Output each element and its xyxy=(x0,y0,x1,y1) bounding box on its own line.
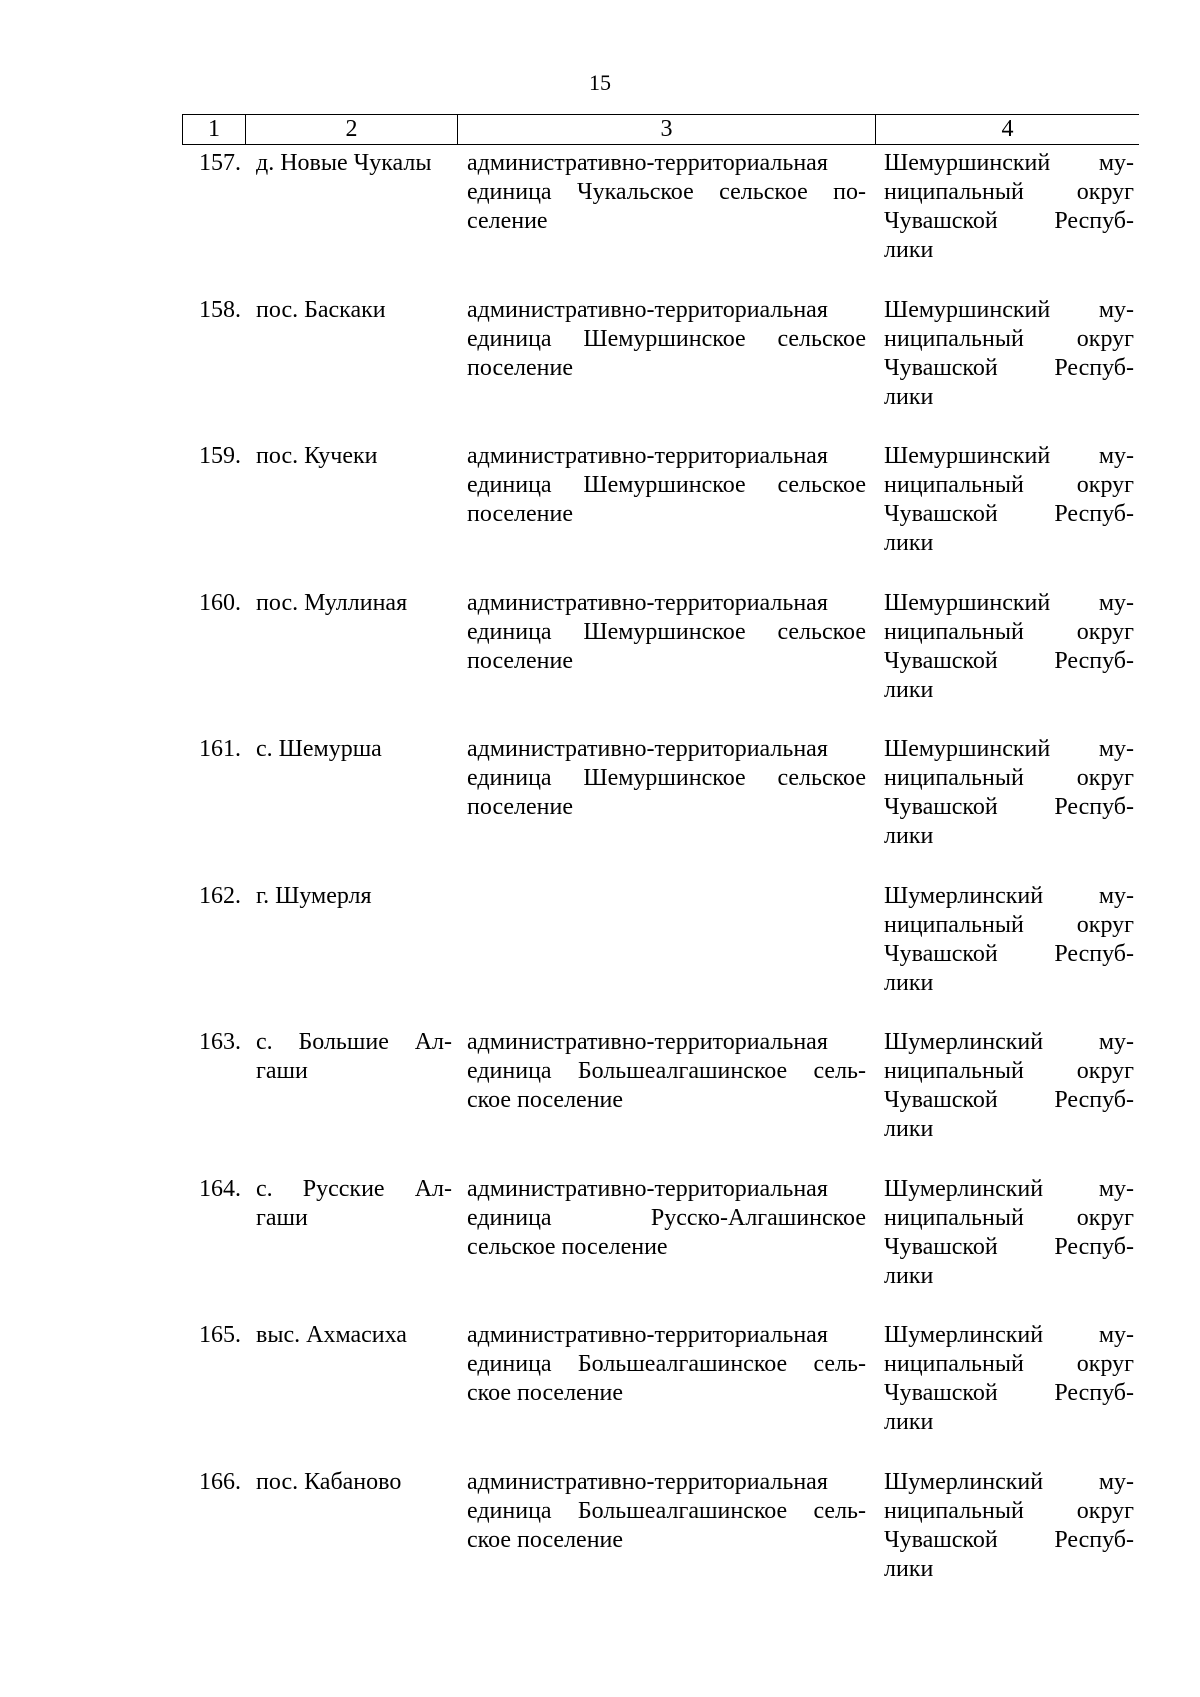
row-number: 161. xyxy=(199,736,241,762)
municipal-district xyxy=(884,296,1134,412)
municipal-district-line: лики xyxy=(884,1263,934,1289)
municipal-district-line: лики xyxy=(884,1116,934,1142)
row-number: 160. xyxy=(199,590,241,616)
admin-unit-line: ское поселение xyxy=(467,1527,624,1553)
municipal-district-line: Шумерлинский му- xyxy=(884,1322,1134,1348)
admin-unit xyxy=(467,1175,866,1262)
municipal-district-line: Чувашской Респуб- xyxy=(884,1234,1134,1260)
admin-unit-line: единица Большеалгашинское сель- xyxy=(467,1351,866,1377)
municipal-district xyxy=(884,442,1134,558)
municipal-district-line: ниципальный округ xyxy=(884,179,1134,205)
settlement-name-line: гаши xyxy=(256,1058,308,1084)
admin-unit xyxy=(467,1321,866,1408)
admin-unit-line: единица Чукальское сельское по- xyxy=(467,179,866,205)
settlement-name-line: с. Русские Ал- xyxy=(256,1176,452,1202)
row-number: 162. xyxy=(199,883,241,909)
settlement-name-line: д. Новые Чукалы xyxy=(256,150,432,176)
municipal-district-line: лики xyxy=(884,237,934,263)
admin-unit-line: единица Шемуршинское сельское xyxy=(467,765,866,791)
row-number: 159. xyxy=(199,443,241,469)
page-number: 15 xyxy=(589,70,611,95)
municipal-district-line: ниципальный округ xyxy=(884,619,1134,645)
admin-unit-line: единица Русско-Алгашинское xyxy=(467,1205,866,1231)
row-number: 157. xyxy=(199,150,241,176)
municipal-district-line: Шемуршинский му- xyxy=(884,150,1134,176)
admin-unit xyxy=(467,442,866,529)
municipal-district xyxy=(884,149,1134,265)
settlement-name xyxy=(256,1175,452,1233)
column-header-3: 3 xyxy=(458,115,876,144)
settlement-name-line: пос. Кабаново xyxy=(256,1469,402,1495)
admin-unit-line: селение xyxy=(467,208,548,234)
municipal-district-line: Шемуршинский му- xyxy=(884,590,1134,616)
settlement-name xyxy=(256,735,452,764)
municipal-district-line: Чувашской Респуб- xyxy=(884,794,1134,820)
municipal-district xyxy=(884,1175,1134,1291)
municipal-district-line: ниципальный округ xyxy=(884,1498,1134,1524)
admin-unit xyxy=(467,589,866,676)
municipal-district-line: Шумерлинский му- xyxy=(884,883,1134,909)
municipal-district-line: Шумерлинский му- xyxy=(884,1029,1134,1055)
admin-unit-line: единица Большеалгашинское сель- xyxy=(467,1498,866,1524)
municipal-district-line: Шумерлинский му- xyxy=(884,1176,1134,1202)
admin-unit-line: ское поселение xyxy=(467,1087,624,1113)
admin-unit xyxy=(467,296,866,383)
municipal-district-line: ниципальный округ xyxy=(884,1205,1134,1231)
settlement-name-line: выс. Ахмасиха xyxy=(256,1322,407,1348)
admin-unit-line: ское поселение xyxy=(467,1380,624,1406)
municipal-district-line: Чувашской Респуб- xyxy=(884,355,1134,381)
settlement-name xyxy=(256,1028,452,1086)
column-header-4: 4 xyxy=(1001,116,1014,142)
settlement-name-line: пос. Баскаки xyxy=(256,297,386,323)
admin-unit-line: административно-территориальная xyxy=(467,1322,828,1348)
settlement-name xyxy=(256,296,452,325)
municipal-district-line: Шемуршинский му- xyxy=(884,297,1134,323)
municipal-district xyxy=(884,1321,1134,1437)
admin-unit-line: единица Шемуршинское сельское xyxy=(467,619,866,645)
municipal-district-line: Шумерлинский му- xyxy=(884,1469,1134,1495)
municipal-district-line: ниципальный округ xyxy=(884,765,1134,791)
admin-unit-line: единица Шемуршинское сельское xyxy=(467,472,866,498)
municipal-district xyxy=(884,1028,1134,1144)
municipal-district-line: Шемуршинский му- xyxy=(884,443,1134,469)
municipal-district-line: Чувашской Респуб- xyxy=(884,1527,1134,1553)
row-number: 166. xyxy=(199,1469,241,1495)
municipal-district xyxy=(884,589,1134,705)
municipal-district-line: лики xyxy=(884,823,934,849)
admin-unit-line: административно-территориальная xyxy=(467,443,828,469)
admin-unit-line: сельское поселение xyxy=(467,1234,668,1260)
settlement-name-line: с. Большие Ал- xyxy=(256,1029,452,1055)
admin-unit-line: административно-территориальная xyxy=(467,736,828,762)
municipal-district-line: Чувашской Респуб- xyxy=(884,501,1134,527)
admin-unit xyxy=(467,1028,866,1115)
municipal-district-line: лики xyxy=(884,1409,934,1435)
admin-unit-line: единица Шемуршинское сельское xyxy=(467,326,866,352)
admin-unit-line: административно-территориальная xyxy=(467,1469,828,1495)
settlement-name-line: г. Шумерля xyxy=(256,883,372,909)
municipal-district xyxy=(884,735,1134,851)
municipal-district-line: лики xyxy=(884,384,934,410)
settlement-name-line: гаши xyxy=(256,1205,308,1231)
admin-unit-line: поселение xyxy=(467,794,574,820)
municipal-district-line: ниципальный округ xyxy=(884,912,1134,938)
admin-unit xyxy=(467,735,866,822)
admin-unit xyxy=(467,1468,866,1555)
municipal-district-line: Чувашской Респуб- xyxy=(884,1087,1134,1113)
settlement-name-line: пос. Муллиная xyxy=(256,590,408,616)
row-number: 164. xyxy=(199,1176,241,1202)
settlement-name xyxy=(256,442,452,471)
admin-unit-line: поселение xyxy=(467,501,574,527)
municipal-district xyxy=(884,882,1134,998)
admin-unit-line: административно-территориальная xyxy=(467,1176,828,1202)
municipal-district-line: Чувашской Респуб- xyxy=(884,941,1134,967)
admin-unit-line: поселение xyxy=(467,648,574,674)
admin-unit-line: поселение xyxy=(467,355,574,381)
column-header-1: 1 xyxy=(182,115,246,144)
municipal-district-line: ниципальный округ xyxy=(884,326,1134,352)
settlement-name-line: с. Шемурша xyxy=(256,736,382,762)
municipal-district-line: лики xyxy=(884,677,934,703)
admin-unit-line: административно-территориальная xyxy=(467,150,828,176)
row-number: 165. xyxy=(199,1322,241,1348)
municipal-district-line: лики xyxy=(884,970,934,996)
table-header xyxy=(182,114,1139,145)
municipal-district-line: ниципальный округ xyxy=(884,1058,1134,1084)
municipal-district-line: ниципальный округ xyxy=(884,472,1134,498)
settlement-name xyxy=(256,1468,452,1497)
municipal-district-line: Чувашской Респуб- xyxy=(884,648,1134,674)
municipal-district-line: Чувашской Респуб- xyxy=(884,1380,1134,1406)
column-header-2: 2 xyxy=(246,115,458,144)
municipal-district-line: лики xyxy=(884,1556,934,1582)
municipal-district-line: лики xyxy=(884,530,934,556)
admin-unit-line: административно-территориальная xyxy=(467,297,828,323)
municipal-district-line: ниципальный округ xyxy=(884,1351,1134,1377)
row-number: 158. xyxy=(199,297,241,323)
admin-unit xyxy=(467,149,866,236)
settlement-name-line: пос. Кучеки xyxy=(256,443,378,469)
admin-unit-line: единица Большеалгашинское сель- xyxy=(467,1058,866,1084)
settlement-name xyxy=(256,589,452,618)
settlement-name xyxy=(256,1321,452,1350)
municipal-district xyxy=(884,1468,1134,1584)
admin-unit-line: административно-территориальная xyxy=(467,1029,828,1055)
municipal-district-line: Шемуршинский му- xyxy=(884,736,1134,762)
settlement-name xyxy=(256,882,452,911)
admin-unit-line: административно-территориальная xyxy=(467,590,828,616)
row-number: 163. xyxy=(199,1029,241,1055)
municipal-district-line: Чувашской Респуб- xyxy=(884,208,1134,234)
settlement-name xyxy=(256,149,452,178)
